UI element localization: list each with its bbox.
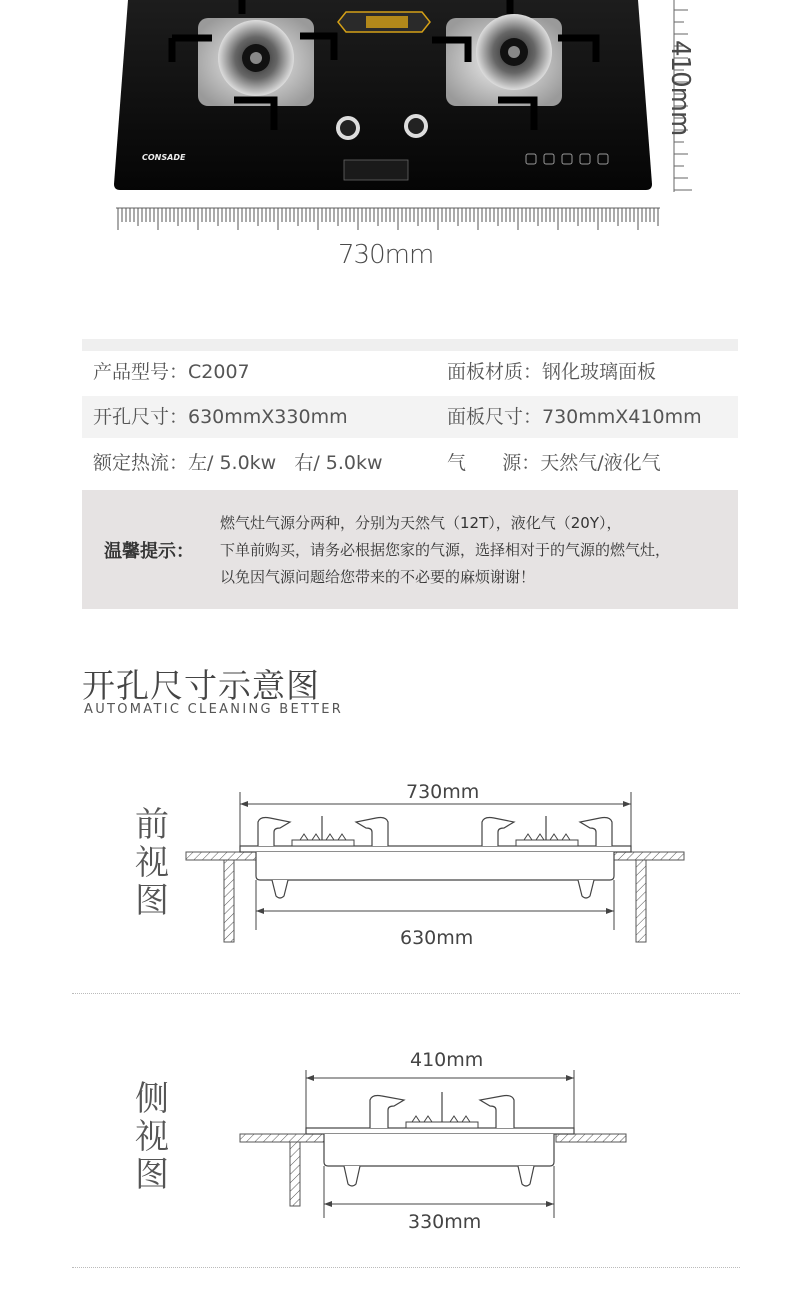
cooktop-photo [114,0,652,190]
spec-table-header-bar [82,339,738,351]
side-view-drawing [236,1050,630,1220]
spec-panel-size: 面板尺寸：730mmX410mm [447,406,702,428]
side-view-char: 侧 [135,1079,169,1119]
side-view-char: 视 [135,1117,169,1157]
section-title: 开孔尺寸示意图 [82,666,320,705]
section-subtitle: AUTOMATIC CLEANING BETTER [84,702,344,717]
side-bottom-dimension: 330mm [408,1211,482,1233]
front-top-dimension: 730mm [406,781,480,803]
front-bottom-dimension: 630mm [400,927,474,949]
tip-line: 以免因气源问题给您带来的不必要的麻烦谢谢！ [220,568,536,586]
tip-line: 下单前购买，请务必根据您家的气源，选择相对于的气源的燃气灶， [220,541,671,559]
spec-panel-material: 面板材质：钢化玻璃面板 [447,361,657,383]
width-ruler [116,198,660,232]
width-dimension-label: 730mm [338,240,434,270]
spec-row [82,442,738,484]
spec-cutout-size: 开孔尺寸：630mmX330mm [93,406,348,428]
divider [72,1267,740,1268]
spec-row [82,351,738,393]
spec-gas-source: 气 源：天然气/液化气 [447,452,661,474]
side-top-dimension: 410mm [410,1049,484,1071]
tip-title: 温馨提示： [104,541,194,562]
svg-text:CONSADE: CONSADE [142,153,186,162]
spec-heat-flow: 额定热流：左/ 5.0kw 右/ 5.0kw [93,452,383,474]
depth-dimension-label: 410mm [665,40,695,136]
divider [72,993,740,994]
side-view-label [132,1080,172,1194]
front-view-char: 图 [135,881,169,921]
front-view-drawing [180,780,690,950]
spec-model: 产品型号：C2007 [93,361,250,383]
warm-tip-box [82,490,738,609]
front-view-char: 前 [135,805,169,845]
side-view-char: 图 [135,1155,169,1195]
front-view-label [132,806,172,920]
front-view-char: 视 [135,843,169,883]
spec-row [82,396,738,438]
tip-line: 燃气灶气源分两种，分别为天然气（12T），液化气（20Y）， [220,514,622,532]
